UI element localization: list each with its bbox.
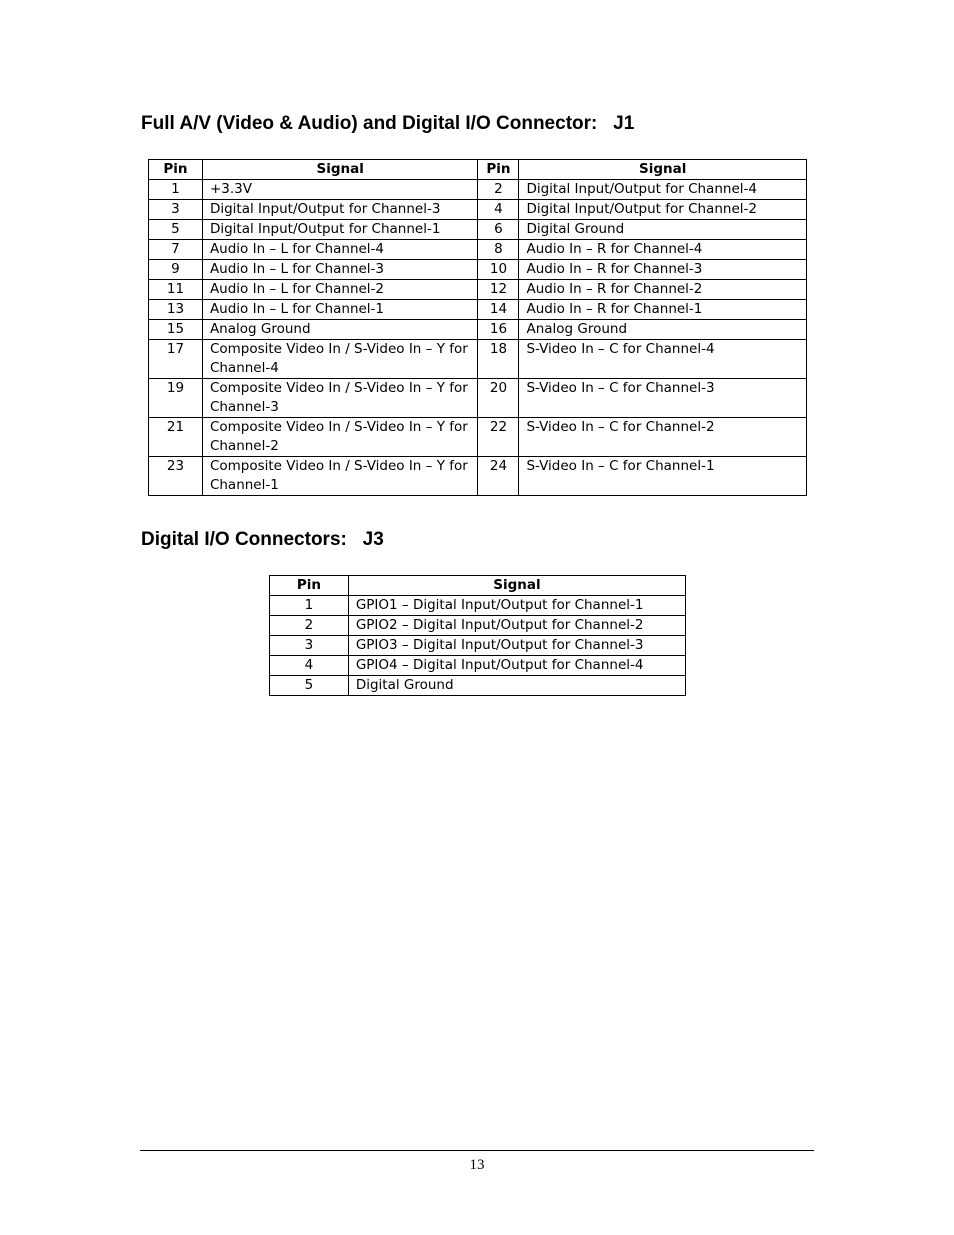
signal-cell: GPIO4 – Digital Input/Output for Channel-4	[348, 656, 685, 676]
j1-pinout-table	[148, 159, 807, 496]
pin-cell: 15	[149, 320, 203, 340]
signal-cell: S-Video In – C for Channel-4	[519, 340, 807, 379]
signal-cell: Audio In – L for Channel-1	[202, 300, 478, 320]
signal-cell: Digital Input/Output for Channel-4	[519, 180, 807, 200]
pin-cell: 18	[478, 340, 519, 379]
column-header: Pin	[478, 160, 519, 180]
pin-cell: 1	[270, 596, 349, 616]
pin-cell: 3	[270, 636, 349, 656]
pin-cell: 6	[478, 220, 519, 240]
table-row	[149, 379, 807, 418]
column-header: Signal	[348, 576, 685, 596]
table-header-row	[149, 160, 807, 180]
footer-divider	[140, 1150, 814, 1151]
pin-cell: 7	[149, 240, 203, 260]
signal-cell: Analog Ground	[519, 320, 807, 340]
table-header-row	[270, 576, 686, 596]
signal-cell: Composite Video In / S-Video In – Y for Channel-4	[202, 340, 478, 379]
pin-cell: 23	[149, 457, 203, 496]
signal-cell: Digital Input/Output for Channel-2	[519, 200, 807, 220]
table-row	[270, 676, 686, 696]
column-header: Signal	[519, 160, 807, 180]
pin-cell: 19	[149, 379, 203, 418]
page-number: 13	[469, 1157, 485, 1173]
pin-cell: 22	[478, 418, 519, 457]
table-row	[149, 340, 807, 379]
table-row	[149, 418, 807, 457]
pin-cell: 9	[149, 260, 203, 280]
table-row	[149, 457, 807, 496]
table-row	[149, 220, 807, 240]
table-row	[149, 200, 807, 220]
pin-cell: 3	[149, 200, 203, 220]
pin-cell: 20	[478, 379, 519, 418]
section-title-j1: Full A/V (Video & Audio) and Digital I/O Connector: J1	[141, 113, 635, 134]
pin-cell: 17	[149, 340, 203, 379]
signal-cell: S-Video In – C for Channel-2	[519, 418, 807, 457]
pin-cell: 10	[478, 260, 519, 280]
table-row	[149, 300, 807, 320]
signal-cell: Audio In – L for Channel-2	[202, 280, 478, 300]
pin-cell: 5	[270, 676, 349, 696]
pin-cell: 24	[478, 457, 519, 496]
table-row	[149, 320, 807, 340]
signal-cell: Audio In – R for Channel-2	[519, 280, 807, 300]
pin-cell: 2	[270, 616, 349, 636]
pin-cell: 16	[478, 320, 519, 340]
signal-cell: Digital Input/Output for Channel-3	[202, 200, 478, 220]
section-title-j3: Digital I/O Connectors: J3	[141, 529, 384, 550]
table-row	[270, 656, 686, 676]
signal-cell: Digital Ground	[519, 220, 807, 240]
signal-cell: Digital Input/Output for Channel-1	[202, 220, 478, 240]
pin-cell: 14	[478, 300, 519, 320]
signal-cell: Composite Video In / S-Video In – Y for Channel-3	[202, 379, 478, 418]
pin-cell: 12	[478, 280, 519, 300]
pin-cell: 1	[149, 180, 203, 200]
pin-cell: 5	[149, 220, 203, 240]
table-row	[149, 260, 807, 280]
pin-cell: 4	[270, 656, 349, 676]
table-row	[270, 596, 686, 616]
table-row	[270, 616, 686, 636]
signal-cell: Audio In – R for Channel-4	[519, 240, 807, 260]
signal-cell: Digital Ground	[348, 676, 685, 696]
table-row	[149, 240, 807, 260]
signal-cell: Audio In – R for Channel-3	[519, 260, 807, 280]
table-row	[270, 636, 686, 656]
pin-cell: 11	[149, 280, 203, 300]
j3-pinout-table	[269, 575, 686, 696]
signal-cell: GPIO3 – Digital Input/Output for Channel-3	[348, 636, 685, 656]
pin-cell: 4	[478, 200, 519, 220]
signal-cell: S-Video In – C for Channel-3	[519, 379, 807, 418]
signal-cell: GPIO2 – Digital Input/Output for Channel-2	[348, 616, 685, 636]
signal-cell: Audio In – L for Channel-3	[202, 260, 478, 280]
signal-cell: GPIO1 – Digital Input/Output for Channel-1	[348, 596, 685, 616]
pin-cell: 8	[478, 240, 519, 260]
table-row	[149, 180, 807, 200]
column-header: Pin	[270, 576, 349, 596]
pin-cell: 13	[149, 300, 203, 320]
signal-cell: S-Video In – C for Channel-1	[519, 457, 807, 496]
signal-cell: Audio In – L for Channel-4	[202, 240, 478, 260]
signal-cell: Composite Video In / S-Video In – Y for Channel-1	[202, 457, 478, 496]
pin-cell: 21	[149, 418, 203, 457]
signal-cell: +3.3V	[202, 180, 478, 200]
column-header: Pin	[149, 160, 203, 180]
column-header: Signal	[202, 160, 478, 180]
pin-cell: 2	[478, 180, 519, 200]
signal-cell: Composite Video In / S-Video In – Y for Channel-2	[202, 418, 478, 457]
table-row	[149, 280, 807, 300]
signal-cell: Analog Ground	[202, 320, 478, 340]
signal-cell: Audio In – R for Channel-1	[519, 300, 807, 320]
